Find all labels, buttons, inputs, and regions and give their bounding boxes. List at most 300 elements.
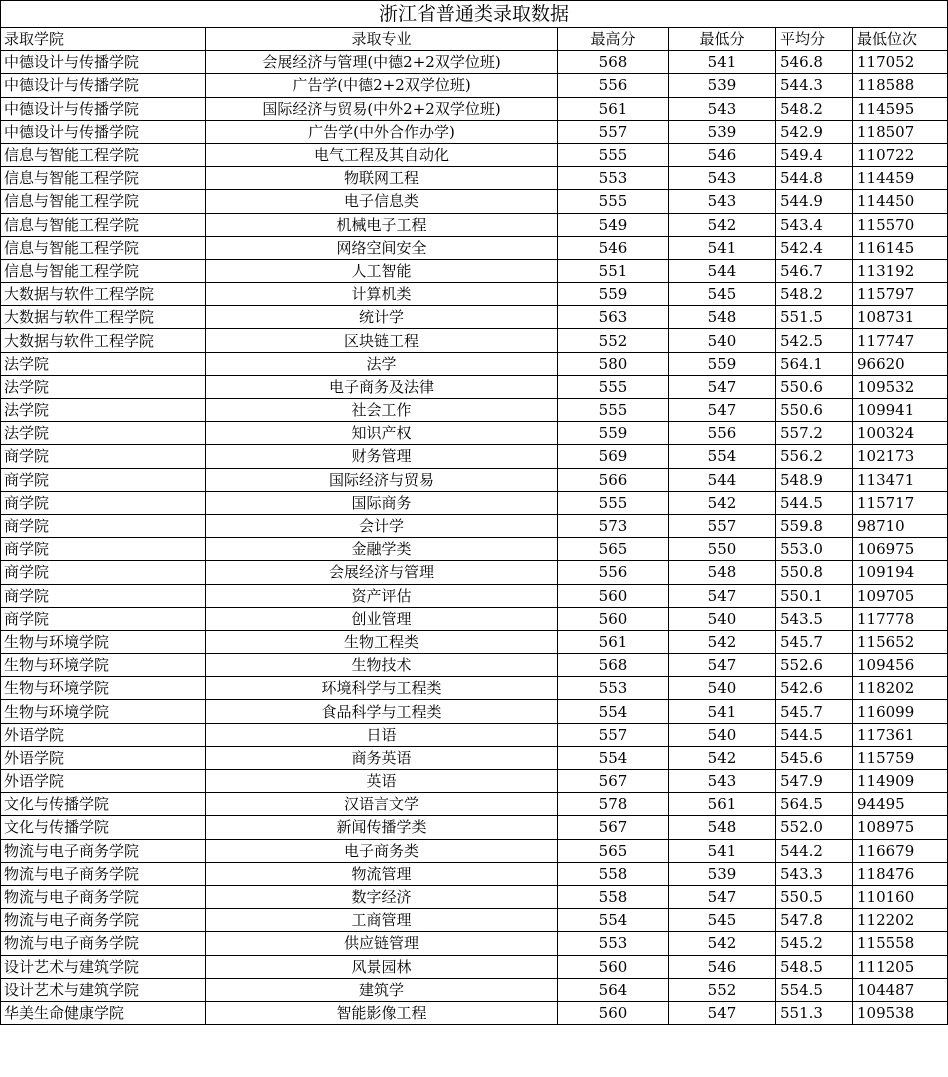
max-score-cell[interactable]: 555 [558,190,669,213]
table-row [1,932,948,955]
table-row [1,468,948,491]
college-cell[interactable]: 外语学院 [1,770,206,793]
table-row [1,978,948,1001]
table-row [1,1001,948,1024]
college-cell[interactable]: 外语学院 [1,723,206,746]
max-score-cell[interactable]: 578 [558,793,669,816]
min-score-cell[interactable]: 547 [669,399,776,422]
college-cell[interactable]: 大数据与软件工程学院 [1,329,206,352]
table-row [1,654,948,677]
major-cell[interactable]: 智能影像工程 [206,1001,558,1024]
avg-score-cell[interactable]: 545.7 [776,700,853,723]
max-score-cell[interactable]: 557 [558,723,669,746]
table-row [1,51,948,74]
min-score-cell[interactable]: 545 [669,283,776,306]
min-score-cell[interactable]: 540 [669,723,776,746]
avg-score-cell[interactable]: 545.2 [776,932,853,955]
min-score-cell[interactable]: 544 [669,468,776,491]
min-score-cell[interactable]: 547 [669,885,776,908]
min-rank-cell[interactable]: 118588 [853,74,948,97]
avg-score-cell[interactable]: 557.2 [776,422,853,445]
min-score-cell[interactable]: 542 [669,932,776,955]
min-score-cell[interactable]: 547 [669,1001,776,1024]
major-cell[interactable]: 人工智能 [206,259,558,282]
college-cell[interactable]: 物流与电子商务学院 [1,839,206,862]
min-rank-cell[interactable]: 115717 [853,491,948,514]
min-score-cell[interactable]: 542 [669,746,776,769]
college-cell[interactable]: 文化与传播学院 [1,793,206,816]
major-cell[interactable]: 物流管理 [206,862,558,885]
college-cell[interactable]: 文化与传播学院 [1,816,206,839]
min-rank-cell[interactable]: 117778 [853,607,948,630]
header-row [1,28,948,51]
table-row [1,97,948,120]
max-score-cell[interactable]: 558 [558,862,669,885]
min-rank-cell[interactable]: 115759 [853,746,948,769]
min-score-cell[interactable]: 542 [669,630,776,653]
major-cell[interactable]: 资产评估 [206,584,558,607]
college-cell[interactable]: 信息与智能工程学院 [1,259,206,282]
max-score-cell[interactable]: 561 [558,97,669,120]
major-cell[interactable]: 机械电子工程 [206,213,558,236]
max-score-cell[interactable]: 560 [558,955,669,978]
major-cell[interactable]: 工商管理 [206,909,558,932]
max-score-cell[interactable]: 560 [558,1001,669,1024]
avg-score-cell[interactable]: 549.4 [776,143,853,166]
major-cell[interactable]: 汉语言文学 [206,793,558,816]
table-row [1,259,948,282]
min-rank-cell[interactable]: 114595 [853,97,948,120]
max-score-cell[interactable]: 552 [558,329,669,352]
max-score-cell[interactable]: 567 [558,770,669,793]
max-score-cell[interactable]: 565 [558,538,669,561]
max-score-cell[interactable]: 563 [558,306,669,329]
max-score-cell[interactable]: 555 [558,375,669,398]
min-score-cell[interactable]: 557 [669,514,776,537]
min-rank-cell[interactable]: 117361 [853,723,948,746]
college-cell[interactable]: 信息与智能工程学院 [1,213,206,236]
avg-score-cell[interactable]: 550.5 [776,885,853,908]
major-cell[interactable]: 会计学 [206,514,558,537]
table-body [1,51,948,1025]
max-score-cell[interactable]: 554 [558,746,669,769]
min-score-cell[interactable]: 543 [669,167,776,190]
min-score-cell[interactable]: 543 [669,190,776,213]
table-row [1,770,948,793]
max-score-cell[interactable]: 565 [558,839,669,862]
avg-score-cell[interactable]: 543.4 [776,213,853,236]
college-cell[interactable]: 中德设计与传播学院 [1,51,206,74]
avg-score-cell[interactable]: 564.5 [776,793,853,816]
college-cell[interactable]: 信息与智能工程学院 [1,236,206,259]
avg-score-cell[interactable]: 544.5 [776,723,853,746]
avg-score-cell[interactable]: 546.8 [776,51,853,74]
major-cell[interactable]: 数字经济 [206,885,558,908]
table-row [1,514,948,537]
min-rank-cell[interactable]: 106975 [853,538,948,561]
avg-score-cell[interactable]: 542.5 [776,329,853,352]
min-score-cell[interactable]: 554 [669,445,776,468]
min-score-cell[interactable]: 548 [669,816,776,839]
college-cell[interactable]: 法学院 [1,399,206,422]
table-row [1,306,948,329]
major-cell[interactable]: 网络空间安全 [206,236,558,259]
major-cell[interactable]: 风景园林 [206,955,558,978]
major-cell[interactable]: 法学 [206,352,558,375]
min-score-cell[interactable]: 556 [669,422,776,445]
min-rank-cell[interactable]: 115558 [853,932,948,955]
min-rank-cell[interactable]: 109194 [853,561,948,584]
college-cell[interactable]: 信息与智能工程学院 [1,190,206,213]
avg-score-cell[interactable]: 542.9 [776,120,853,143]
min-rank-cell[interactable]: 115652 [853,630,948,653]
college-cell[interactable]: 物流与电子商务学院 [1,932,206,955]
avg-score-cell[interactable]: 550.1 [776,584,853,607]
max-score-cell[interactable]: 553 [558,677,669,700]
table-row [1,700,948,723]
min-rank-cell[interactable]: 104487 [853,978,948,1001]
avg-score-cell[interactable]: 545.7 [776,630,853,653]
max-score-cell[interactable]: 561 [558,630,669,653]
min-rank-cell[interactable]: 118476 [853,862,948,885]
min-score-cell[interactable]: 552 [669,978,776,1001]
major-cell[interactable]: 电气工程及其自动化 [206,143,558,166]
min-rank-cell[interactable]: 118202 [853,677,948,700]
max-score-cell[interactable]: 568 [558,51,669,74]
major-cell[interactable]: 广告学(中德2+2双学位班) [206,74,558,97]
max-score-cell[interactable]: 569 [558,445,669,468]
college-cell[interactable]: 商学院 [1,584,206,607]
table-row [1,839,948,862]
min-score-cell[interactable]: 540 [669,607,776,630]
table-row [1,236,948,259]
major-cell[interactable]: 知识产权 [206,422,558,445]
min-rank-cell[interactable]: 109456 [853,654,948,677]
college-cell[interactable]: 中德设计与传播学院 [1,120,206,143]
min-score-cell[interactable]: 541 [669,700,776,723]
min-score-cell[interactable]: 547 [669,654,776,677]
max-score-cell[interactable]: 546 [558,236,669,259]
major-cell[interactable]: 区块链工程 [206,329,558,352]
min-score-cell[interactable]: 541 [669,236,776,259]
max-score-cell[interactable]: 555 [558,143,669,166]
major-cell[interactable]: 电子信息类 [206,190,558,213]
college-cell[interactable]: 法学院 [1,422,206,445]
avg-score-cell[interactable]: 551.3 [776,1001,853,1024]
min-score-cell[interactable]: 542 [669,213,776,236]
max-score-cell[interactable]: 560 [558,607,669,630]
min-rank-cell[interactable]: 111205 [853,955,948,978]
major-cell[interactable]: 新闻传播学类 [206,816,558,839]
table-title[interactable]: 浙江省普通类录取数据 [1,1,948,28]
college-cell[interactable]: 商学院 [1,468,206,491]
min-rank-cell[interactable]: 110722 [853,143,948,166]
table-row [1,143,948,166]
major-cell[interactable]: 会展经济与管理(中德2+2双学位班) [206,51,558,74]
major-cell[interactable]: 食品科学与工程类 [206,700,558,723]
college-cell[interactable]: 法学院 [1,352,206,375]
college-cell[interactable]: 信息与智能工程学院 [1,167,206,190]
max-score-cell[interactable]: 556 [558,74,669,97]
major-cell[interactable]: 计算机类 [206,283,558,306]
table-row [1,630,948,653]
avg-score-cell[interactable]: 556.2 [776,445,853,468]
college-cell[interactable]: 华美生命健康学院 [1,1001,206,1024]
college-cell[interactable]: 物流与电子商务学院 [1,862,206,885]
avg-score-cell[interactable]: 548.9 [776,468,853,491]
min-score-cell[interactable]: 547 [669,584,776,607]
table-row [1,677,948,700]
college-cell[interactable]: 大数据与软件工程学院 [1,306,206,329]
major-cell[interactable]: 电子商务及法律 [206,375,558,398]
min-rank-cell[interactable]: 108731 [853,306,948,329]
max-score-cell[interactable]: 580 [558,352,669,375]
min-score-cell[interactable]: 543 [669,97,776,120]
table-row [1,909,948,932]
avg-score-cell[interactable]: 544.2 [776,839,853,862]
min-rank-cell[interactable]: 109941 [853,399,948,422]
major-cell[interactable]: 环境科学与工程类 [206,677,558,700]
min-rank-cell[interactable]: 112202 [853,909,948,932]
avg-score-cell[interactable]: 552.6 [776,654,853,677]
avg-score-cell[interactable]: 544.3 [776,74,853,97]
avg-score-cell[interactable]: 548.2 [776,97,853,120]
max-score-cell[interactable]: 558 [558,885,669,908]
min-rank-cell[interactable]: 116679 [853,839,948,862]
avg-score-cell[interactable]: 547.8 [776,909,853,932]
min-rank-cell[interactable]: 109532 [853,375,948,398]
max-score-cell[interactable]: 553 [558,167,669,190]
table-row [1,375,948,398]
min-rank-cell[interactable]: 114459 [853,167,948,190]
header-college[interactable]: 录取学院 [1,28,206,51]
table-row [1,862,948,885]
max-score-cell[interactable]: 559 [558,422,669,445]
min-rank-cell[interactable]: 116099 [853,700,948,723]
max-score-cell[interactable]: 554 [558,700,669,723]
max-score-cell[interactable]: 549 [558,213,669,236]
major-cell[interactable]: 广告学(中外合作办学) [206,120,558,143]
max-score-cell[interactable]: 559 [558,283,669,306]
max-score-cell[interactable]: 568 [558,654,669,677]
max-score-cell[interactable]: 557 [558,120,669,143]
min-rank-cell[interactable]: 102173 [853,445,948,468]
major-cell[interactable]: 国际经济与贸易 [206,468,558,491]
major-cell[interactable]: 物联网工程 [206,167,558,190]
college-cell[interactable]: 物流与电子商务学院 [1,885,206,908]
avg-score-cell[interactable]: 546.7 [776,259,853,282]
college-cell[interactable]: 商学院 [1,491,206,514]
table-row [1,955,948,978]
min-rank-cell[interactable]: 115797 [853,283,948,306]
table-row [1,352,948,375]
avg-score-cell[interactable]: 544.9 [776,190,853,213]
header-major[interactable]: 录取专业 [206,28,558,51]
min-score-cell[interactable]: 539 [669,120,776,143]
major-cell[interactable]: 财务管理 [206,445,558,468]
college-cell[interactable]: 信息与智能工程学院 [1,143,206,166]
college-cell[interactable]: 中德设计与传播学院 [1,97,206,120]
min-score-cell[interactable]: 550 [669,538,776,561]
table-row [1,723,948,746]
college-cell[interactable]: 商学院 [1,561,206,584]
max-score-cell[interactable]: 556 [558,561,669,584]
min-rank-cell[interactable]: 114450 [853,190,948,213]
avg-score-cell[interactable]: 542.4 [776,236,853,259]
major-cell[interactable]: 日语 [206,723,558,746]
college-cell[interactable]: 设计艺术与建筑学院 [1,978,206,1001]
avg-score-cell[interactable]: 551.5 [776,306,853,329]
max-score-cell[interactable]: 566 [558,468,669,491]
avg-score-cell[interactable]: 542.6 [776,677,853,700]
min-rank-cell[interactable]: 115570 [853,213,948,236]
min-rank-cell[interactable]: 113471 [853,468,948,491]
min-score-cell[interactable]: 539 [669,862,776,885]
major-cell[interactable]: 会展经济与管理 [206,561,558,584]
table-row [1,167,948,190]
avg-score-cell[interactable]: 544.5 [776,491,853,514]
college-cell[interactable]: 大数据与软件工程学院 [1,283,206,306]
avg-score-cell[interactable]: 548.5 [776,955,853,978]
table-row [1,422,948,445]
major-cell[interactable]: 金融学类 [206,538,558,561]
major-cell[interactable]: 商务英语 [206,746,558,769]
table-row [1,190,948,213]
avg-score-cell[interactable]: 543.3 [776,862,853,885]
college-cell[interactable]: 设计艺术与建筑学院 [1,955,206,978]
avg-score-cell[interactable]: 547.9 [776,770,853,793]
college-cell[interactable]: 中德设计与传播学院 [1,74,206,97]
min-rank-cell[interactable]: 117747 [853,329,948,352]
table-row [1,491,948,514]
major-cell[interactable]: 社会工作 [206,399,558,422]
min-score-cell[interactable]: 547 [669,375,776,398]
avg-score-cell[interactable]: 554.5 [776,978,853,1001]
avg-score-cell[interactable]: 550.6 [776,375,853,398]
min-score-cell[interactable]: 546 [669,143,776,166]
table-row [1,120,948,143]
college-cell[interactable]: 商学院 [1,514,206,537]
major-cell[interactable]: 统计学 [206,306,558,329]
college-cell[interactable]: 外语学院 [1,746,206,769]
college-cell[interactable]: 商学院 [1,445,206,468]
min-score-cell[interactable]: 541 [669,839,776,862]
avg-score-cell[interactable]: 559.8 [776,514,853,537]
avg-score-cell[interactable]: 552.0 [776,816,853,839]
major-cell[interactable]: 生物工程类 [206,630,558,653]
min-rank-cell[interactable]: 110160 [853,885,948,908]
max-score-cell[interactable]: 555 [558,399,669,422]
major-cell[interactable]: 国际经济与贸易(中外2+2双学位班) [206,97,558,120]
college-cell[interactable]: 法学院 [1,375,206,398]
min-score-cell[interactable]: 548 [669,561,776,584]
min-score-cell[interactable]: 559 [669,352,776,375]
max-score-cell[interactable]: 560 [558,584,669,607]
avg-score-cell[interactable]: 548.2 [776,283,853,306]
college-cell[interactable]: 商学院 [1,538,206,561]
table-row [1,283,948,306]
college-cell[interactable]: 生物与环境学院 [1,654,206,677]
header-avg-score[interactable]: 平均分 [776,28,853,51]
title-row [1,1,948,28]
avg-score-cell[interactable]: 550.6 [776,399,853,422]
min-rank-cell[interactable]: 114909 [853,770,948,793]
max-score-cell[interactable]: 555 [558,491,669,514]
avg-score-cell[interactable]: 564.1 [776,352,853,375]
min-score-cell[interactable]: 544 [669,259,776,282]
avg-score-cell[interactable]: 553.0 [776,538,853,561]
max-score-cell[interactable]: 551 [558,259,669,282]
min-rank-cell[interactable]: 98710 [853,514,948,537]
major-cell[interactable]: 国际商务 [206,491,558,514]
min-score-cell[interactable]: 539 [669,74,776,97]
min-score-cell[interactable]: 542 [669,491,776,514]
min-score-cell[interactable]: 543 [669,770,776,793]
major-cell[interactable]: 生物技术 [206,654,558,677]
min-rank-cell[interactable]: 117052 [853,51,948,74]
min-score-cell[interactable]: 541 [669,51,776,74]
min-score-cell[interactable]: 540 [669,329,776,352]
table-row [1,74,948,97]
min-score-cell[interactable]: 548 [669,306,776,329]
max-score-cell[interactable]: 554 [558,909,669,932]
min-rank-cell[interactable]: 100324 [853,422,948,445]
major-cell[interactable]: 电子商务类 [206,839,558,862]
table-row [1,584,948,607]
min-score-cell[interactable]: 540 [669,677,776,700]
college-cell[interactable]: 生物与环境学院 [1,677,206,700]
major-cell[interactable]: 英语 [206,770,558,793]
table-row [1,213,948,236]
table-row [1,746,948,769]
max-score-cell[interactable]: 573 [558,514,669,537]
header-min-rank[interactable]: 最低位次 [853,28,948,51]
avg-score-cell[interactable]: 543.5 [776,607,853,630]
min-score-cell[interactable]: 545 [669,909,776,932]
college-cell[interactable]: 生物与环境学院 [1,700,206,723]
major-cell[interactable]: 供应链管理 [206,932,558,955]
header-min-score[interactable]: 最低分 [669,28,776,51]
college-cell[interactable]: 商学院 [1,607,206,630]
max-score-cell[interactable]: 567 [558,816,669,839]
avg-score-cell[interactable]: 550.8 [776,561,853,584]
table-row [1,538,948,561]
max-score-cell[interactable]: 553 [558,932,669,955]
min-rank-cell[interactable]: 109538 [853,1001,948,1024]
min-rank-cell[interactable]: 118507 [853,120,948,143]
table-row [1,399,948,422]
table-row [1,816,948,839]
min-score-cell[interactable]: 561 [669,793,776,816]
min-rank-cell[interactable]: 94495 [853,793,948,816]
major-cell[interactable]: 建筑学 [206,978,558,1001]
header-max-score[interactable]: 最高分 [558,28,669,51]
min-rank-cell[interactable]: 108975 [853,816,948,839]
min-rank-cell[interactable]: 109705 [853,584,948,607]
major-cell[interactable]: 创业管理 [206,607,558,630]
college-cell[interactable]: 生物与环境学院 [1,630,206,653]
table-row [1,885,948,908]
min-score-cell[interactable]: 546 [669,955,776,978]
avg-score-cell[interactable]: 544.8 [776,167,853,190]
college-cell[interactable]: 物流与电子商务学院 [1,909,206,932]
min-rank-cell[interactable]: 113192 [853,259,948,282]
avg-score-cell[interactable]: 545.6 [776,746,853,769]
table-row [1,561,948,584]
min-rank-cell[interactable]: 116145 [853,236,948,259]
min-rank-cell[interactable]: 96620 [853,352,948,375]
max-score-cell[interactable]: 564 [558,978,669,1001]
